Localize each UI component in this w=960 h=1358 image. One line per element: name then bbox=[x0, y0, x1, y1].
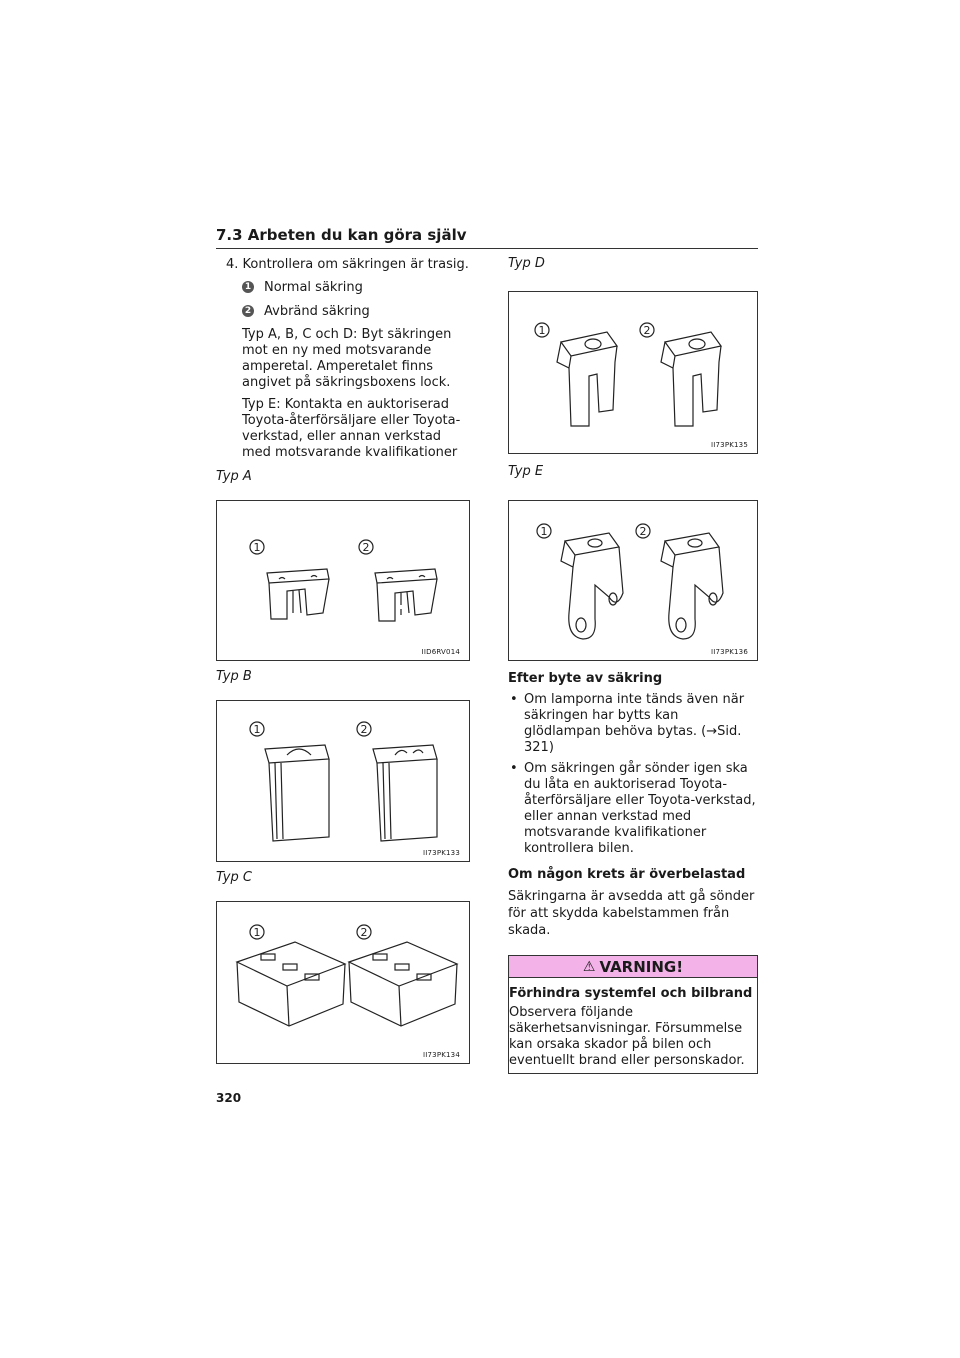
legend-label: Avbränd säkring bbox=[264, 304, 370, 319]
fuse-blown-icon bbox=[373, 745, 437, 841]
number-badge: 1 bbox=[242, 281, 254, 293]
fuse-normal-icon bbox=[557, 332, 617, 426]
fuse-normal-icon bbox=[267, 569, 329, 619]
warning-body bbox=[509, 978, 757, 1073]
figure-type-d bbox=[508, 291, 758, 454]
instruction-para-1: Typ A, B, C och D: Byt säkringen mot en ny med motsvarande amperetal. Amperetalet finns angivet på säkringsboxens lock. bbox=[242, 327, 452, 390]
fuse-normal-icon bbox=[265, 745, 329, 841]
bullet-text: Om lamporna inte tänds även när säkringen har bytts kan glödlampan behöva bytas. (→Sid. 321) bbox=[524, 692, 745, 755]
fuse-blown-icon bbox=[349, 942, 457, 1026]
figure-type-e bbox=[508, 500, 758, 661]
fuse-illustration-b bbox=[217, 701, 471, 863]
page-number: 320 bbox=[216, 1091, 242, 1105]
figure-code: II73PK135 bbox=[710, 441, 748, 449]
bullet-dot: • bbox=[510, 692, 518, 707]
callout-2: 2 bbox=[639, 525, 647, 538]
number-badge: 2 bbox=[242, 305, 254, 317]
after-replacement-title: Efter byte av säkring bbox=[508, 671, 663, 686]
figure-label-b: Typ B bbox=[216, 669, 252, 684]
warning-title: Förhindra systemfel och bilbrand bbox=[509, 986, 753, 1001]
warning-header bbox=[509, 956, 757, 978]
callout-1: 1 bbox=[538, 324, 546, 337]
section-header: 7.3 Arbeten du kan göra själv bbox=[216, 226, 758, 249]
figure-code: II73PK136 bbox=[710, 648, 748, 656]
callout-1: 1 bbox=[540, 525, 548, 538]
legend-label: Normal säkring bbox=[264, 280, 363, 295]
figure-label-a: Typ A bbox=[216, 469, 252, 484]
fuse-illustration-e bbox=[509, 501, 759, 662]
figure-code: II73PK133 bbox=[422, 849, 460, 857]
warning-text: Observera följande säkerhetsanvisningar. Försummelse kan orsaka skador på bilen och eventuellt brand eller personskador. bbox=[509, 1005, 745, 1068]
callout-2: 2 bbox=[360, 723, 368, 736]
warning-box bbox=[508, 955, 758, 1074]
fuse-blown-icon bbox=[375, 569, 437, 621]
fuse-normal-icon bbox=[561, 533, 623, 639]
fuse-illustration-a bbox=[217, 501, 471, 662]
fuse-illustration-d bbox=[509, 292, 759, 455]
legend-item-normal bbox=[216, 279, 470, 296]
callout-2: 2 bbox=[362, 541, 370, 554]
left-column bbox=[216, 256, 470, 1064]
bullet-item bbox=[508, 692, 758, 756]
figure-label-d: Typ D bbox=[508, 256, 545, 271]
right-column bbox=[508, 256, 758, 1074]
figure-type-b bbox=[216, 700, 470, 862]
step-text: 4. Kontrollera om säkringen är trasig. bbox=[226, 257, 469, 272]
callout-2: 2 bbox=[643, 324, 651, 337]
fuse-blown-icon bbox=[661, 332, 721, 426]
warning-triangle-icon: ⚠ bbox=[582, 958, 596, 975]
figure-label-c: Typ C bbox=[216, 870, 252, 885]
figure-label-e: Typ E bbox=[508, 464, 544, 479]
fuse-blown-icon bbox=[661, 533, 723, 639]
legend-item-blown bbox=[216, 303, 470, 320]
figure-code: II73PK134 bbox=[422, 1051, 460, 1059]
fuse-illustration-c bbox=[217, 902, 471, 1065]
warning-label: VARNING! bbox=[599, 957, 684, 976]
callout-1: 1 bbox=[253, 541, 261, 554]
callout-2: 2 bbox=[360, 926, 368, 939]
bullet-dot: • bbox=[510, 761, 518, 776]
bullet-text: Om säkringen går sönder igen ska du låta en auktoriserad Toyota-återförsäljare eller Toyota-verkstad, eller annan verkstad med motsvarande kvalifikationer kontrollera bilen. bbox=[524, 761, 756, 856]
fuse-normal-icon bbox=[237, 942, 345, 1026]
overload-title: Om någon krets är överbelastad bbox=[508, 867, 746, 882]
bullet-item bbox=[508, 761, 758, 857]
overload-text: Säkringarna är avsedda att gå sönder för att skydda kabelstammen från skada. bbox=[508, 889, 755, 938]
instruction-para-2: Typ E: Kontakta en auktoriserad Toyota-återförsäljare eller Toyota-verkstad, eller annan verkstad med motsvarande kvalifikationer bbox=[242, 397, 461, 460]
figure-type-a bbox=[216, 500, 470, 661]
callout-1: 1 bbox=[253, 926, 261, 939]
figure-type-c bbox=[216, 901, 470, 1064]
callout-1: 1 bbox=[253, 723, 261, 736]
figure-code: IID6RV014 bbox=[421, 648, 460, 656]
